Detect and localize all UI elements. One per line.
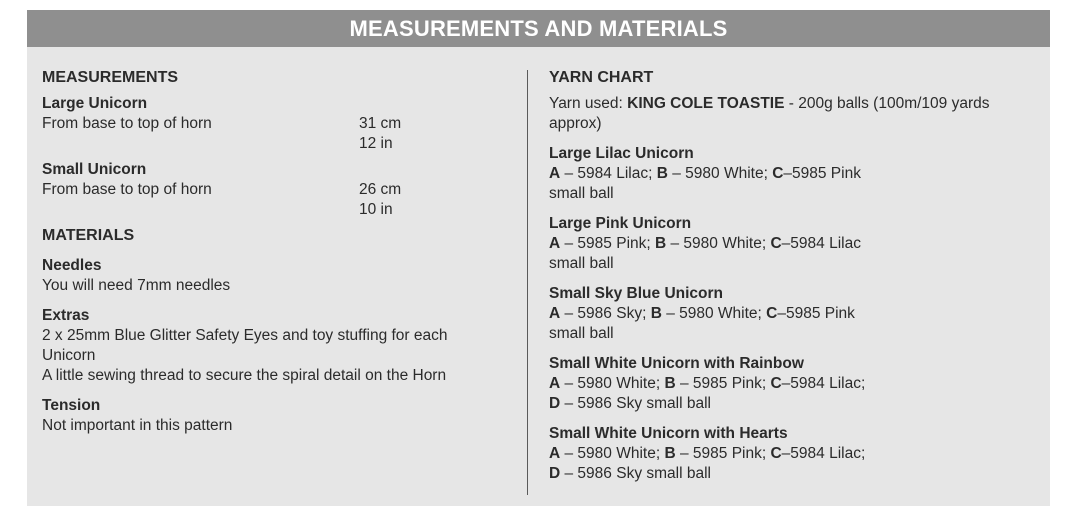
yarn-letter: A [549,445,561,462]
small-unicorn-row [42,180,512,200]
yarn-letter: B [664,445,676,462]
yarn-line [549,164,1039,184]
yarn-desc: – 5986 Sky small ball [560,465,711,482]
yarn-used-line-2: approx) [549,115,602,132]
right-column [549,68,1039,484]
materials-heading: MATERIALS [42,227,135,244]
tension-title: Tension [42,397,101,414]
extras-line-3: A little sewing thread to secure the spiral detail on the Horn [42,367,447,384]
small-unicorn-row-in [42,200,512,220]
yarn-desc: – 5980 White; [666,235,771,252]
yarn-desc: – 5980 White; [560,375,665,392]
yarn-line-tail: small ball [549,325,614,342]
needles-text: You will need 7mm needles [42,277,231,294]
yarn-line-tail: small ball [549,185,614,202]
column-divider [527,70,528,495]
yarn-letter: A [549,305,561,322]
yarn-desc: –5984 Lilac; [781,375,866,392]
yarn-letter: D [549,395,561,412]
yarn-letter: A [549,235,561,252]
yarn-line-tail: small ball [549,255,614,272]
yarn-desc: – 5985 Pink; [675,445,771,462]
yarn-chart-heading: YARN CHART [549,69,654,86]
yarn-letter: B [664,375,676,392]
large-unicorn-row-in [42,134,512,154]
yarn-brand: KING COLE TOASTIE [627,95,785,112]
yarn-desc: – 5986 Sky small ball [560,395,711,412]
yarn-desc: –5985 Pink [777,305,855,322]
yarn-desc: – 5980 White; [560,445,665,462]
large-unicorn-cm: 31 cm [359,115,402,132]
left-column [42,68,512,436]
yarn-letter: C [766,305,778,322]
large-unicorn-label: From base to top of horn [42,115,212,132]
needles-title: Needles [42,257,102,274]
small-unicorn-label: From base to top of horn [42,181,212,198]
yarn-letter: C [770,445,782,462]
yarn-letter: B [656,165,668,182]
extras-title: Extras [42,307,90,324]
yarn-letter: A [549,375,561,392]
banner-title: MEASUREMENTS AND MATERIALS [27,10,1050,47]
extras-line-1: 2 x 25mm Blue Glitter Safety Eyes and toy stuffing for each [42,327,448,344]
yarn-desc: – 5980 White; [667,165,773,182]
yarn-used-line [549,94,1039,114]
yarn-letter: D [549,465,561,482]
yarn-used-prefix: Yarn used: [549,95,628,112]
unicorn-title: Large Lilac Unicorn [549,145,694,162]
yarn-line [549,444,1039,464]
large-unicorn-row [42,114,512,134]
yarn-letter: C [770,375,782,392]
measurements-heading: MEASUREMENTS [42,69,179,86]
yarn-line [549,374,1039,394]
yarn-line [549,304,1039,324]
yarn-letter: C [770,235,782,252]
yarn-desc: – 5985 Pink; [675,375,771,392]
unicorn-title: Large Pink Unicorn [549,215,692,232]
yarn-used-suffix: - 200g balls (100m/109 yards [784,95,990,112]
yarn-letter: C [772,165,784,182]
yarn-desc: – 5986 Sky; [560,305,651,322]
measurements-panel [27,10,1050,506]
yarn-desc: – 5984 Lilac; [560,165,657,182]
large-unicorn-in: 12 in [359,135,393,152]
yarn-line-d [549,394,1039,414]
small-unicorn-cm: 26 cm [359,181,402,198]
yarn-letter: A [549,165,561,182]
yarn-line-d [549,464,1039,484]
unicorn-title: Small Sky Blue Unicorn [549,285,723,302]
yarn-letter: B [650,305,662,322]
yarn-desc: – 5980 White; [661,305,767,322]
extras-line-2: Unicorn [42,347,96,364]
unicorn-title: Small White Unicorn with Hearts [549,425,788,442]
tension-text: Not important in this pattern [42,417,233,434]
yarn-letter: B [655,235,667,252]
small-unicorn-in: 10 in [359,201,393,218]
yarn-desc: –5984 Lilac; [781,445,866,462]
large-unicorn-title: Large Unicorn [42,95,148,112]
yarn-desc: – 5985 Pink; [560,235,655,252]
unicorn-title: Small White Unicorn with Rainbow [549,355,804,372]
small-unicorn-title: Small Unicorn [42,161,147,178]
yarn-desc: –5984 Lilac [781,235,861,252]
yarn-line [549,234,1039,254]
yarn-desc: –5985 Pink [783,165,861,182]
